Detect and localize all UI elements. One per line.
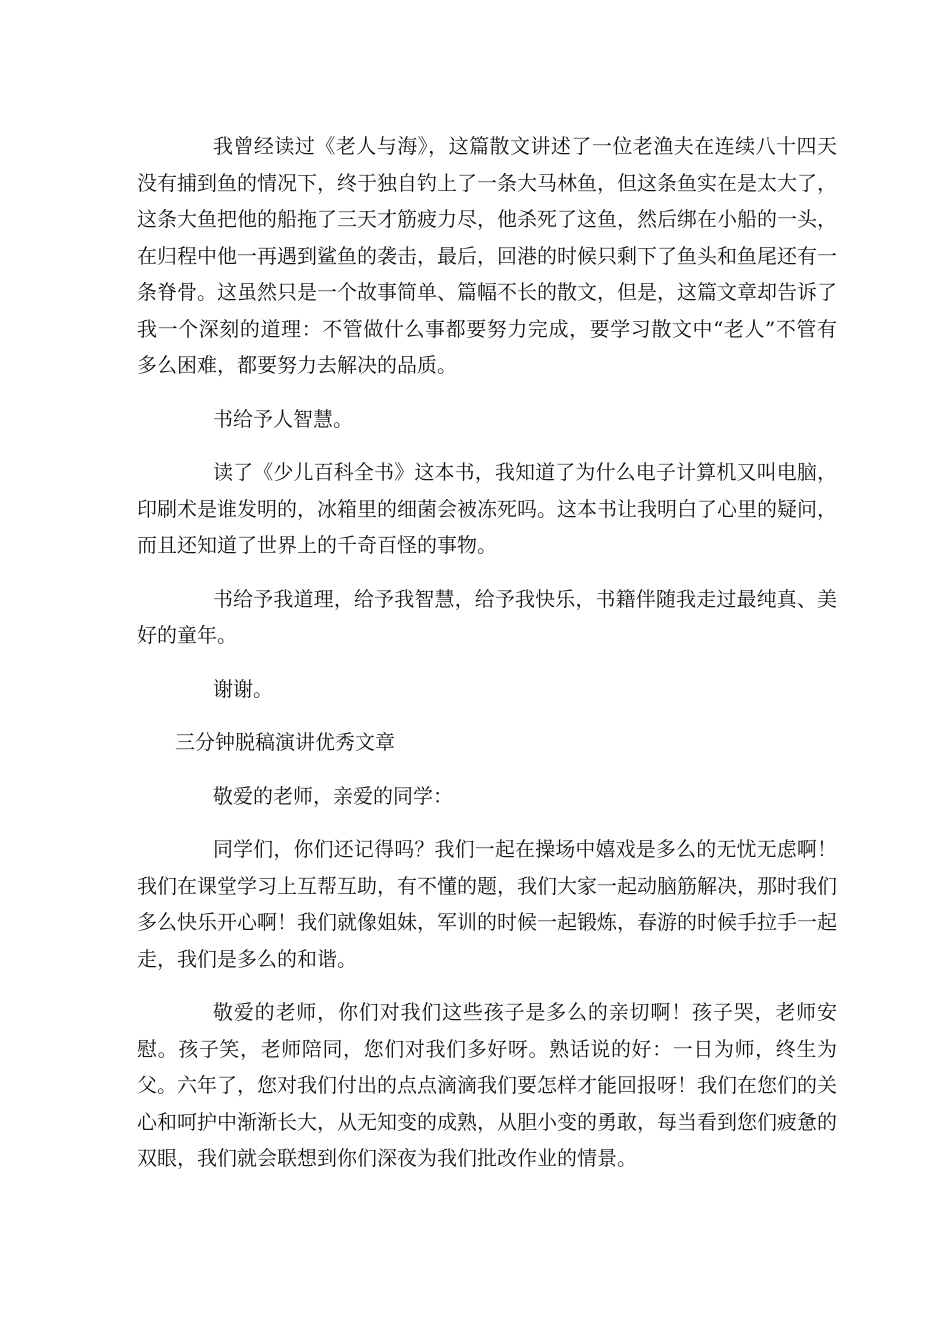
paragraph-old-man-and-sea: 我曾经读过《老人与海》，这篇散文讲述了一位老渔夫在连续八十四天没有捕到鱼的情况下，终于独自钓上了一条大马林鱼，但这条鱼实在是太大了，这条大鱼把他的船拖了三天才筋疲力尽，他杀死了这鱼，然后绑在小船的一头，在归程中他一再遇到鲨鱼的袭击，最后，回港的时候只剩下了鱼头和鱼尾还有一条脊骨。这虽然只是一个故事简单、篇幅不长的散文，但是，这篇文章却告诉了我一个深刻的道理：不管做什么事都要努力完成，要学习散文中“老人”不管有多么困难，都要努力去解决的品质。	[137, 134, 837, 377]
paragraph-books-summary: 书给予我道理，给予我智慧，给予我快乐，书籍伴随我走过最纯真、美好的童年。	[137, 586, 837, 647]
speech-paragraph-classmates: 同学们，你们还记得吗？我们一起在操场中嬉戏是多么的无忧无虑啊！我们在课堂学习上互帮互助，有不懂的题，我们大家一起动脑筋解决，那时我们多么快乐开心啊！我们就像姐妹，军训的时候一起锻炼，春游的时候手拉手一起走，我们是多么的和谐。	[137, 837, 837, 971]
speech-salutation: 敬爱的老师，亲爱的同学：	[213, 783, 453, 808]
paragraph-encyclopedia: 读了《少儿百科全书》这本书，我知道了为什么电子计算机又叫电脑，印刷术是谁发明的，冰箱里的细菌会被冻死吗。这本书让我明白了心里的疑问，而且还知道了世界上的千奇百怪的事物。	[137, 460, 837, 557]
paragraph-thanks: 谢谢。	[213, 676, 273, 701]
speech-paragraph-teachers: 敬爱的老师，你们对我们这些孩子是多么的亲切啊！孩子哭，老师安慰。孩子笑，老师陪同，您们对我们多好呀。熟话说的好：一日为师，终生为父。六年了，您对我们付出的点点滴滴我们要怎样才能回报呀！我们在您们的关心和呵护中渐渐长大，从无知变的成熟，从胆小变的勇敢，每当看到您们疲惫的双眼，我们就会联想到你们深夜为我们批改作业的情景。	[137, 1000, 837, 1170]
article-heading: 三分钟脱稿演讲优秀文章	[175, 730, 395, 754]
document-body	[137, 128, 837, 1194]
paragraph-books-give-wisdom: 书给予人智慧。	[213, 406, 353, 431]
